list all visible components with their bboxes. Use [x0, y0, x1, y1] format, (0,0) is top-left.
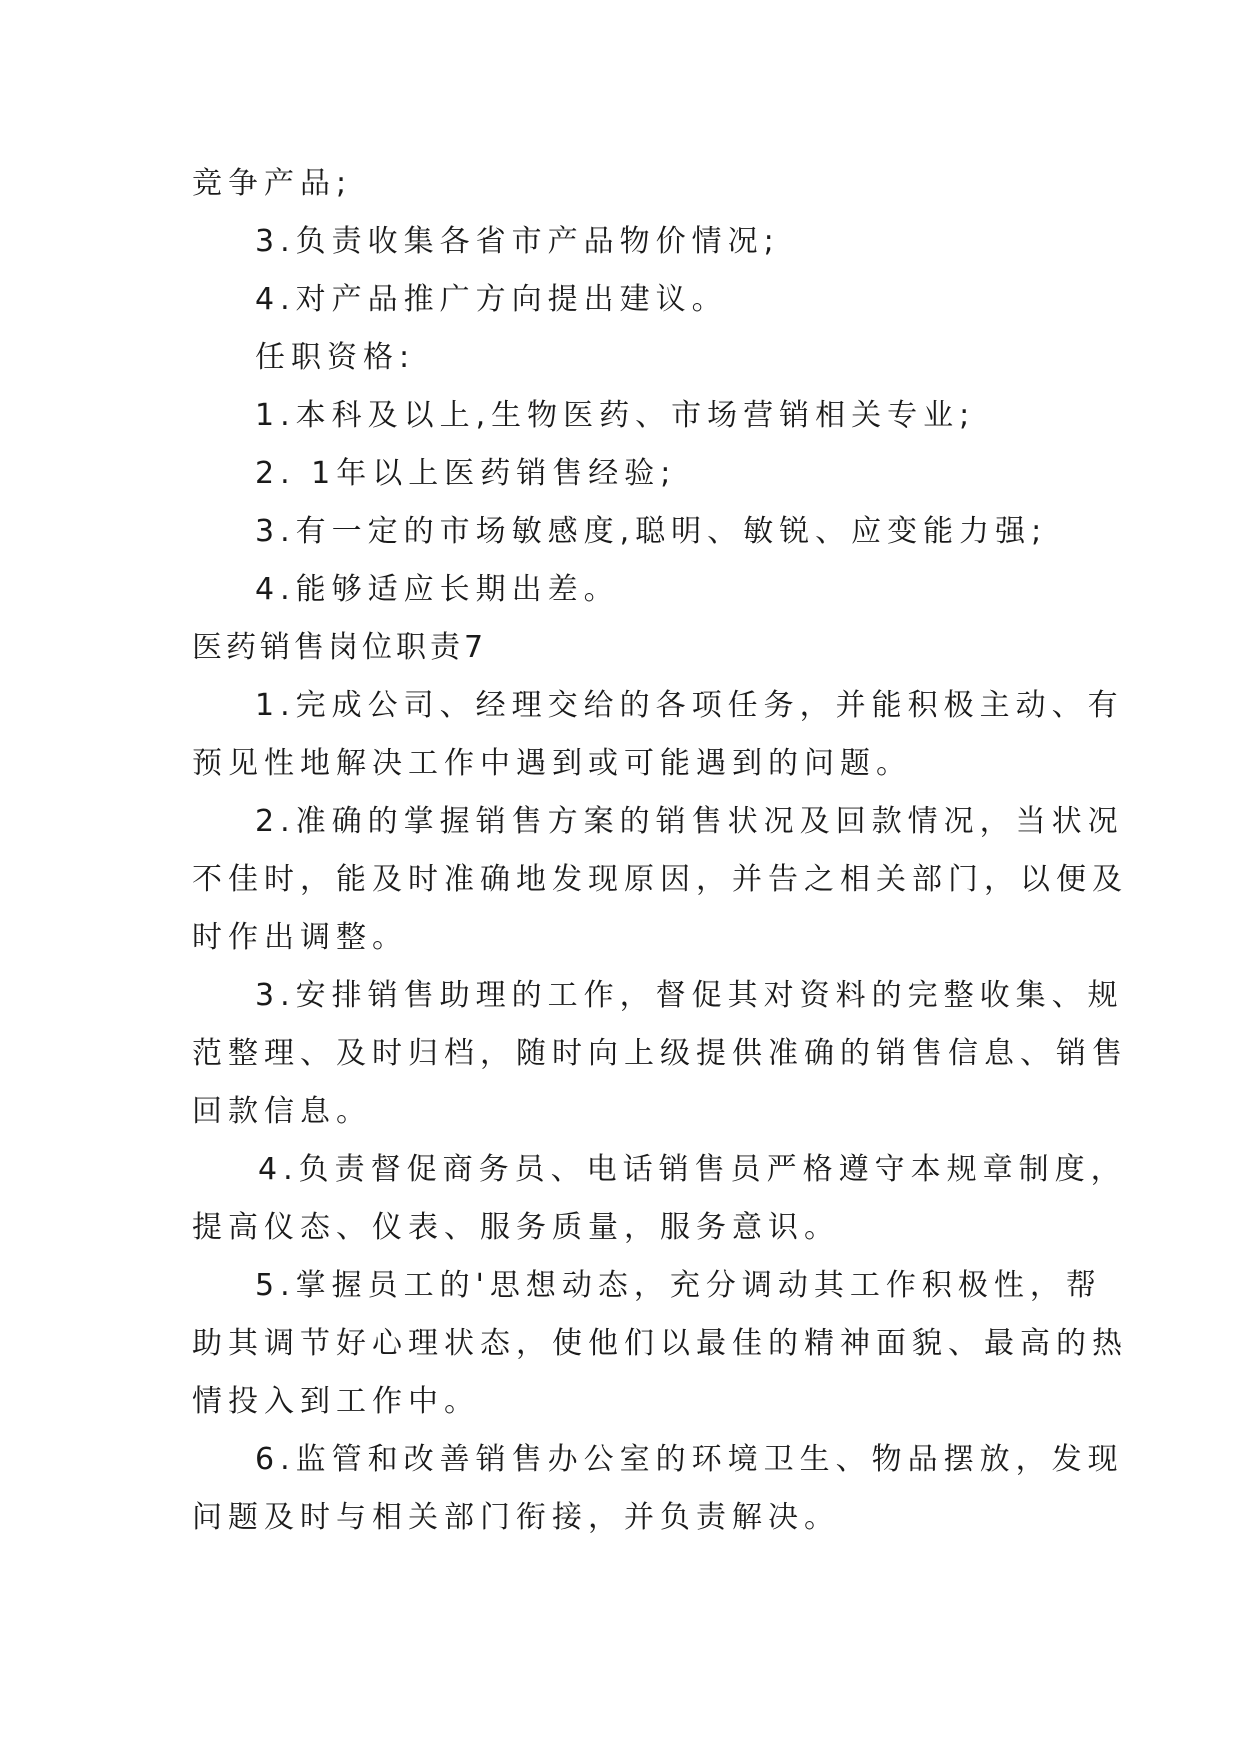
text-line: 4.对产品推广方向提出建议。 [255, 282, 728, 317]
text-line: 时作出调整。 [192, 920, 408, 955]
text-line: 6.监管和改善销售办公室的环境卫生、物品摆放，发现 [255, 1442, 1124, 1477]
text-line: 4.能够适应长期出差。 [255, 572, 620, 607]
text-line: 情投入到工作中。 [192, 1384, 480, 1419]
section-title: 医药销售岗位职责7 [192, 630, 488, 665]
text-line: 4.负责督促商务员、电话销售员严格遵守本规章制度， [258, 1152, 1127, 1187]
text-line: 提高仪态、仪表、服务质量，服务意识。 [192, 1210, 840, 1245]
text-line: 助其调节好心理状态，使他们以最佳的精神面貌、最高的热 [192, 1326, 1128, 1361]
text-line: 不佳时，能及时准确地发现原因，并告之相关部门，以便及 [192, 862, 1128, 897]
text-line: 2. 1年以上医药销售经验; [255, 456, 677, 491]
section-heading: 任职资格: [255, 340, 416, 375]
text-line: 3.有一定的市场敏感度,聪明、敏锐、应变能力强; [255, 514, 1048, 549]
text-line: 竞争产品; [192, 166, 353, 201]
text-line: 3.安排销售助理的工作，督促其对资料的完整收集、规 [255, 978, 1124, 1013]
text-line: 5.掌握员工的'思想动态，充分调动其工作积极性，帮 [255, 1268, 1102, 1303]
text-line: 回款信息。 [192, 1094, 372, 1129]
text-line: 1.本科及以上,生物医药、市场营销相关专业; [255, 398, 976, 433]
text-line: 2.准确的掌握销售方案的销售状况及回款情况，当状况 [255, 804, 1124, 839]
text-line: 范整理、及时归档，随时向上级提供准确的销售信息、销售 [192, 1036, 1128, 1071]
text-line: 1.完成公司、经理交给的各项任务，并能积极主动、有 [255, 688, 1124, 723]
text-line: 预见性地解决工作中遇到或可能遇到的问题。 [192, 746, 912, 781]
text-line: 问题及时与相关部门衔接，并负责解决。 [192, 1500, 840, 1535]
text-line: 3.负责收集各省市产品物价情况; [255, 224, 780, 259]
